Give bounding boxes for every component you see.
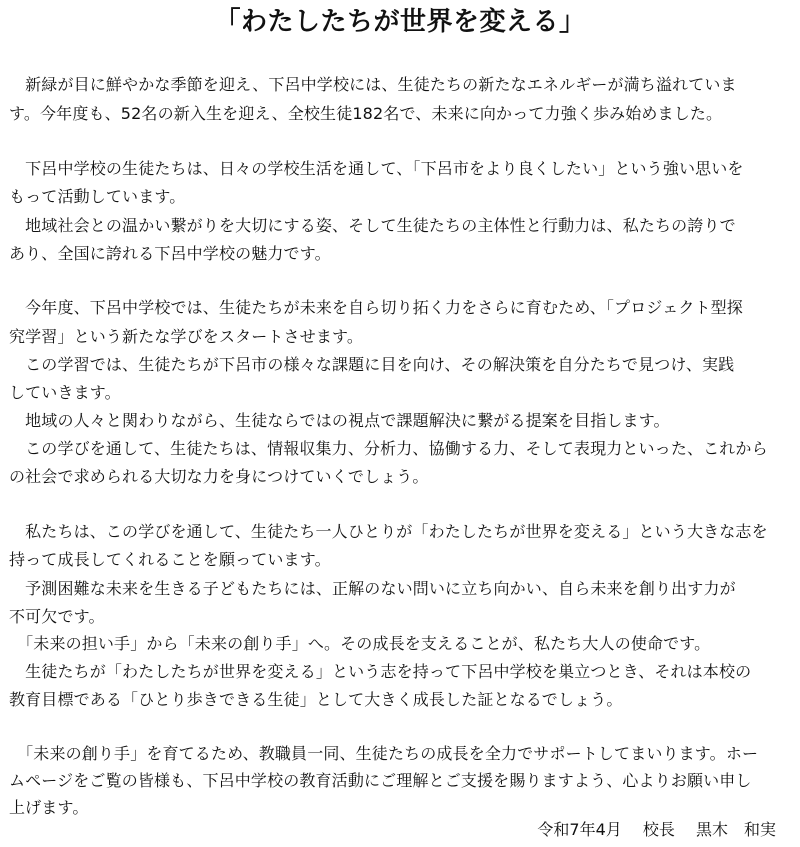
text-line: 新緑が目に鮮やかな季節を迎え、下呂中学校には、生徒たちの新たなエネルギーが満ち溢れていま (9, 75, 737, 94)
text-line: 持って成長してくれることを願っています。 (9, 550, 331, 569)
text-line: す。今年度も、52名の新入生を迎え、全校生徒182名で、未来に向かって力強く歩み始めました。 (9, 104, 723, 123)
text-line: 今年度、下呂中学校では、生徒たちが未来を自ら切り拓く力をさらに育むため、「プロジェクト型探 (9, 298, 743, 317)
text-line: 「未来の担い手」から「未来の創り手」へ。その成長を支えることが、私たち大人の使命です。 (9, 634, 711, 653)
text-line: の社会で求められる大切な力を身につけていくでしょう。 (9, 467, 429, 486)
text-line: 下呂中学校の生徒たちは、日々の学校生活を通して、「下呂市をより良くしたい」という強い思いを (9, 159, 744, 178)
text-line: ムページをご覧の皆様も、下呂中学校の教育活動にご理解とご支援を賜りますよう、心よりお願い申し (9, 771, 752, 790)
text-line: もって活動しています。 (9, 187, 186, 206)
text-line: 地域の人々と関わりながら、生徒ならではの視点で課題解決に繋がる提案を目指します。 (9, 411, 670, 430)
signature-role: 校長 (642, 820, 675, 839)
text-line: 究学習」という新たな学びをスタートさせます。 (9, 327, 364, 346)
text-line: 教育目標である「ひとり歩きできる生徒」として大きく成長した証となるでしょう。 (9, 690, 623, 709)
signature-date: 令和7年4月 (537, 820, 622, 839)
text-line: この学びを通して、生徒たちは、情報収集力、分析力、協働する力、そして表現力といった、これから (9, 439, 768, 458)
text-line: 上げます。 (9, 798, 89, 817)
signature (537, 819, 776, 841)
text-line: していきます。 (9, 383, 121, 402)
text-line: 私たちは、この学びを通して、生徒たち一人ひとりが「わたしたちが世界を変える」という大きな志を (9, 522, 768, 541)
text-line: 予測困難な未来を生きる子どもたちには、正解のない問いに立ち向かい、自ら未来を創り出す力が (9, 579, 736, 598)
text-line: 「未来の創り手」を育てるため、教職員一同、生徒たちの成長を全力でサポートしてまいります。ホー (9, 744, 759, 763)
text-line: この学習では、生徒たちが下呂市の様々な課題に目を向け、その解決策を自分たちで見つけ、実践 (9, 355, 735, 374)
page-title: 「わたしたちが世界を変える」 (214, 7, 586, 37)
text-line: 地域社会との温かい繋がりを大切にする姿、そして生徒たちの主体性と行動力は、私たちの誇りで (9, 216, 736, 235)
text-line: 生徒たちが「わたしたちが世界を変える」という志を持って下呂中学校を巣立つとき、それは本校の (9, 662, 752, 681)
signature-name: 黒木 和実 (695, 820, 776, 839)
text-line: 不可欠です。 (9, 607, 105, 626)
text-line: あり、全国に誇れる下呂中学校の魅力です。 (9, 244, 331, 263)
